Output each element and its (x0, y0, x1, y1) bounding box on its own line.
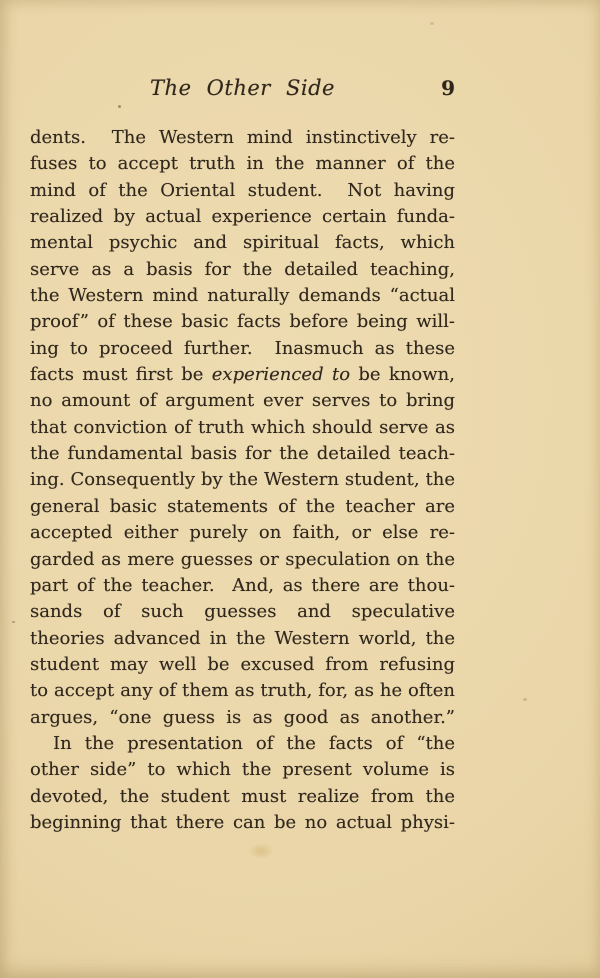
text-segment: part of the teacher. And, as there are thou- (30, 574, 455, 596)
text-segment: mind of the Oriental student. Not having (30, 179, 455, 201)
text-segment: sands of such guesses and speculative (30, 601, 455, 623)
text-line (30, 678, 455, 704)
text-line (30, 178, 455, 204)
running-title: The Other Side (150, 76, 335, 100)
page-number: 9 (441, 76, 455, 100)
text-line (30, 283, 455, 309)
text-segment: other side” to which the present volume is (30, 759, 455, 781)
text-line (30, 599, 455, 625)
text-segment: the Western mind naturally demands “actual (30, 285, 455, 307)
emphasized-text: experienced to (211, 364, 351, 386)
paper-speck (12, 621, 15, 623)
text-segment: theories advanced in the Western world, the (30, 627, 455, 649)
text-line (30, 336, 455, 362)
text-line (30, 757, 455, 783)
text-segment: In the presentation of the facts of “the (53, 732, 455, 754)
running-header (30, 76, 455, 106)
text-line (30, 731, 455, 757)
text-segment: devoted, the student must realize from the (30, 785, 455, 807)
text-segment: argues, “one guess is as good as another.” (30, 706, 455, 728)
text-line (30, 257, 455, 283)
text-line (30, 230, 455, 256)
text-segment: ing to proceed further. Inasmuch as these (30, 337, 455, 359)
text-segment: dents. The Western mind instinctively re- (30, 127, 455, 148)
text-segment: realized by actual experience certain funda- (30, 206, 455, 228)
text-line (30, 547, 455, 573)
text-segment: beginning that there can be no actual physi- (30, 811, 455, 833)
text-line (30, 573, 455, 599)
text-segment: ing. Consequently by the Western student, the (30, 469, 455, 491)
text-line (30, 784, 455, 810)
text-segment: accepted either purely on faith, or else re- (30, 522, 455, 544)
text-line (30, 520, 455, 546)
text-segment: mental psychic and spiritual facts, which (30, 232, 455, 254)
paper-speck (523, 698, 527, 701)
text-line (30, 626, 455, 652)
body-text (30, 125, 455, 836)
text-segment: facts must first be (30, 364, 212, 386)
text-line (30, 494, 455, 520)
text-line (30, 309, 455, 335)
paper-stain (248, 843, 274, 859)
text-segment: student may well be excused from refusing (30, 653, 455, 675)
text-segment: garded as mere guesses or speculation on the (30, 548, 455, 570)
text-segment: general basic statements of the teacher are (30, 495, 455, 517)
text-segment: that conviction of truth which should serve as (30, 416, 455, 438)
text-line (30, 810, 455, 836)
text-line (30, 362, 455, 388)
text-line (30, 652, 455, 678)
text-line (30, 204, 455, 230)
text-line (30, 467, 455, 493)
text-line (30, 388, 455, 414)
text-line (30, 125, 455, 151)
text-line (30, 415, 455, 441)
text-segment: proof” of these basic facts before being will- (30, 311, 455, 333)
text-segment: fuses to accept truth in the manner of the (30, 153, 455, 175)
text-segment: serve as a basis for the detailed teaching, (30, 258, 455, 280)
text-segment: be known, (350, 364, 455, 386)
text-segment: to accept any of them as truth, for, as he often (30, 680, 455, 702)
text-line (30, 441, 455, 467)
text-line (30, 151, 455, 177)
text-segment: the fundamental basis for the detailed teach- (30, 443, 455, 465)
text-line (30, 705, 455, 731)
text-segment: no amount of argument ever serves to bring (30, 390, 455, 412)
paper-speck (430, 22, 434, 25)
